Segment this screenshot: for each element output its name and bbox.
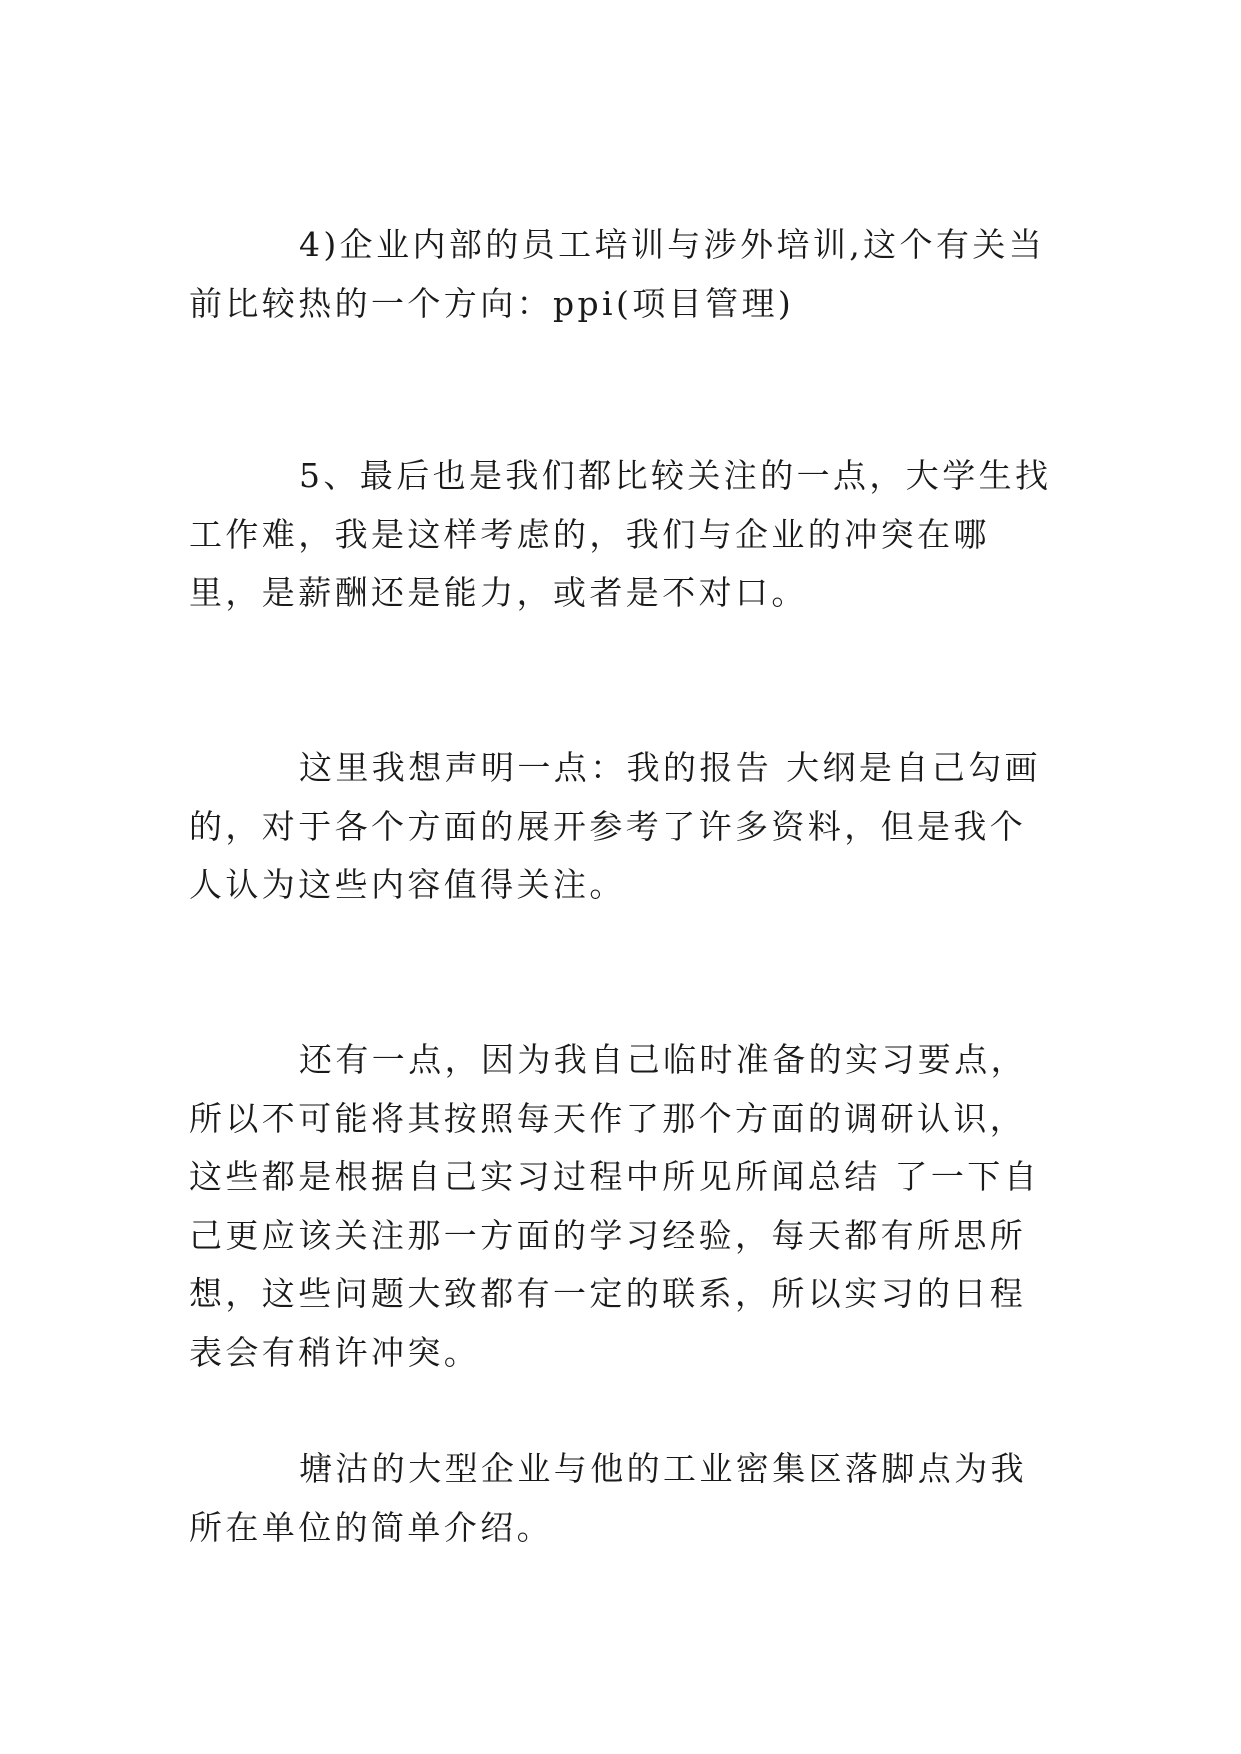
paragraph-company-intro: 塘沽的大型企业与他的工业密集区落脚点为我所在单位的简单介绍。	[189, 1449, 1027, 1547]
paragraph-training: 4)企业内部的员工培训与涉外培训,这个有关当前比较热的一个方向：ppi(项目管理)	[189, 225, 1046, 323]
paragraph-report-statement: 这里我想声明一点：我的报告 大纲是自己勾画的，对于各个方面的展开参考了许多资料，但是我个人认为这些内容值得关注。	[189, 748, 1041, 904]
paragraph-employment-concern: 5、最后也是我们都比较关注的一点，大学生找工作难，我是这样考虑的，我们与企业的冲突在哪里，是薪酬还是能力，或者是不对口。	[189, 456, 1052, 612]
paragraph-internship-notes: 还有一点，因为我自己临时准备的实习要点，所以不可能将其按照每天作了那个方面的调研认识，这些都是根据自己实习过程中所见所闻总结 了一下自己更应该关注那一方面的学习经验，每天都有所思所想，这些问题大致都有一定的联系，所以实习的日程表会有稍许冲突。	[189, 1040, 1041, 1372]
